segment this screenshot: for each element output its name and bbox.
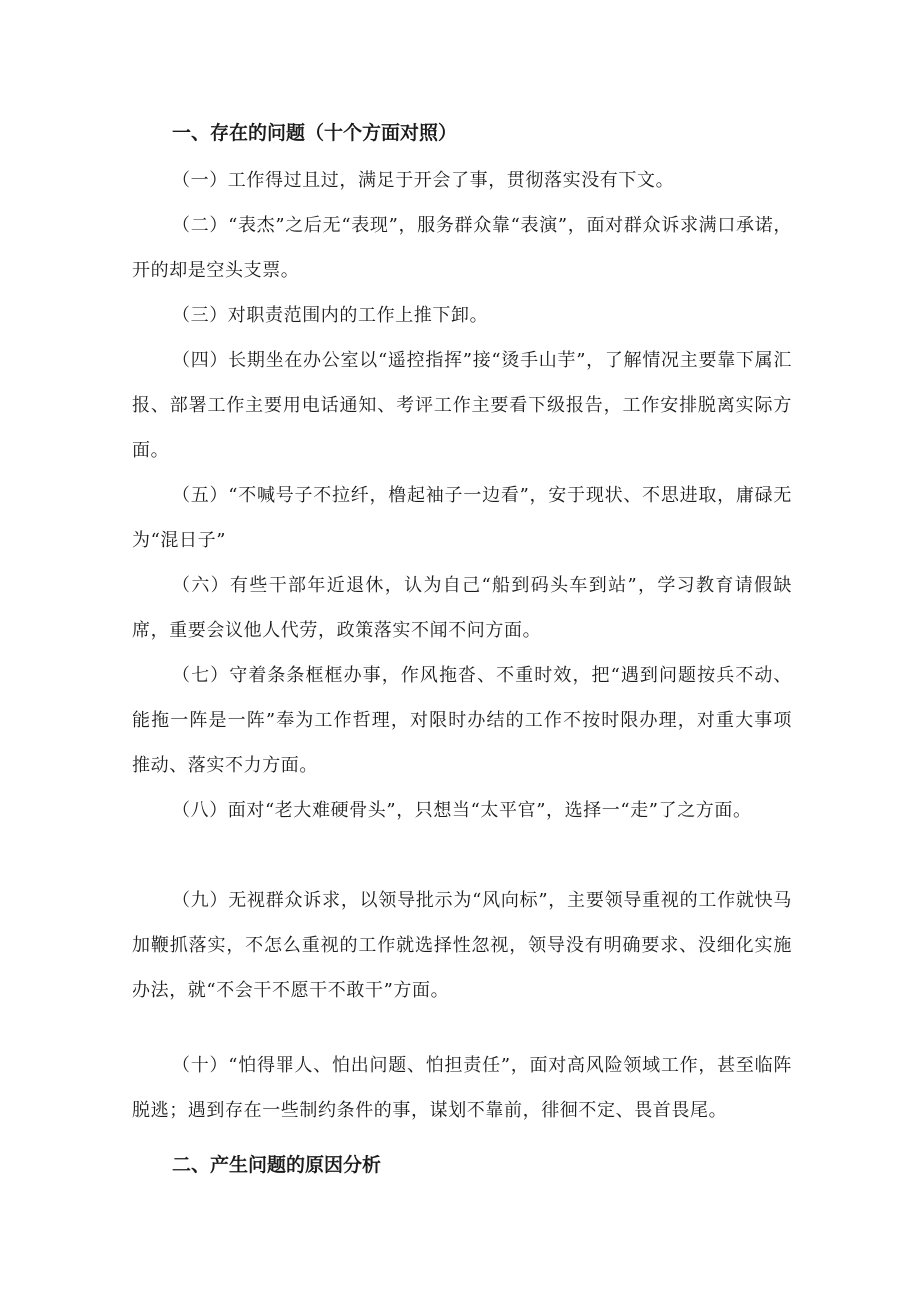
problem-item-3: （三）对职责范围内的工作上推下卸。 (172, 305, 489, 326)
section-heading-causes: 二、产生问题的原因分析 (172, 1154, 382, 1176)
problem-item-1: （一）工作得过且过，满足于开会了事，贯彻落实没有下文。 (172, 170, 675, 191)
problem-item-8: （八）面对“老大难硬骨头”，只想当“太平官”，选择一“走”了之方面。 (172, 800, 752, 821)
problem-item-4: （四）长期坐在办公室以“遥控指挥”接“烫手山芋”，了解情况主要靠下属汇报、部署工作主要用电话通知、考评工作主要看下级报告，工作安排脱离实际方面。 (132, 350, 792, 461)
problem-item-7: （七）守着条条框框办事，作风拖沓、不重时效，把“遇到问题按兵不动、能拖一阵是一阵”奉为工作哲理，对限时办结的工作不按时限办理，对重大事项推动、落实不力方面。 (132, 665, 792, 776)
problem-item-6: （六）有些干部年近退休，认为自己“船到码头车到站”，学习教育请假缺席，重要会议他人代劳，政策落实不闻不问方面。 (132, 575, 792, 641)
problem-item-2: （二）“表杰”之后无“表现”，服务群众靠“表演”，面对群众诉求满口承诺，开的却是空头支票。 (132, 215, 792, 281)
section-heading-problems: 一、存在的问题（十个方面对照） (172, 122, 458, 144)
problem-item-9: （九）无视群众诉求，以领导批示为“风向标”，主要领导重视的工作就快马加鞭抓落实，不怎么重视的工作就选择性忽视，领导没有明确要求、没细化实施办法，就“不会干不愿干不敢干”方面。 (132, 890, 792, 1001)
problem-item-5: （五）“不喊号子不拉纤，橹起袖子一边看”，安于现状、不思进取，庸碌无为“混日子” (132, 485, 792, 551)
problem-item-10: （十）“怕得罪人、怕出问题、怕担责任”，面对高风险领域工作，甚至临阵脱逃；遇到存在一些制约条件的事，谋划不靠前，徘徊不定、畏首畏尾。 (132, 1055, 792, 1121)
